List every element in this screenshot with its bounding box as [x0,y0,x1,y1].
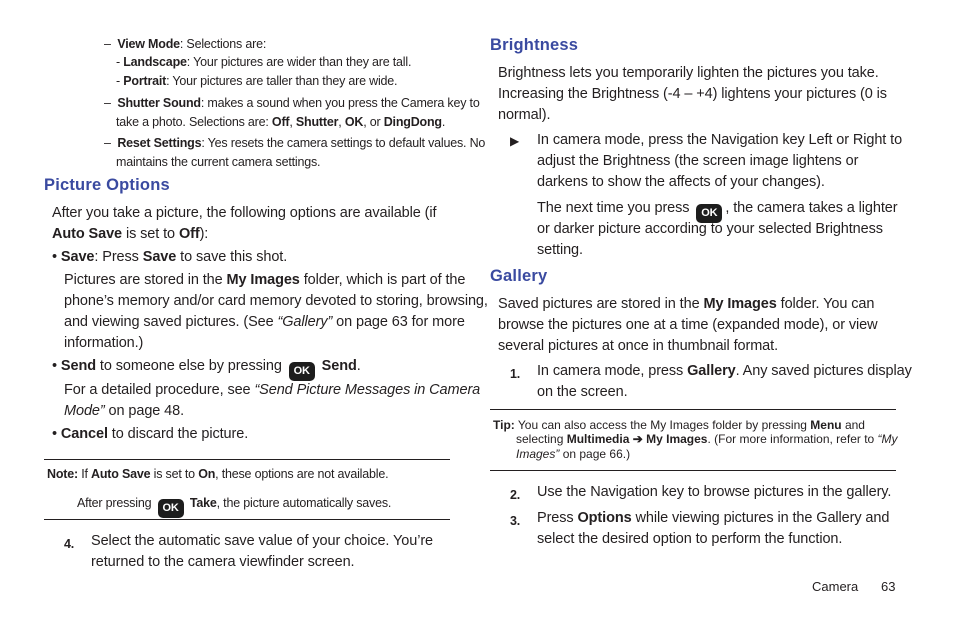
reset-settings-line2: maintains the current camera settings. [116,155,321,169]
reset-settings-line: – Reset Settings: Yes resets the camera settings to default values. No [104,136,486,150]
stored-line3: and viewing saved pictures. (See “Gallery” on page 63 for more [64,314,465,330]
note-line2: After pressing OK Take, the picture automatically saves. [77,493,391,518]
send-picture-link[interactable]: “Send Picture Messages in Camera [254,382,481,398]
note-line: Note: If Auto Save is set to On, these options are not available. [47,467,389,481]
step-1-line1: In camera mode, press Gallery. Any saved pictures display [537,363,912,379]
gallery-line1: Saved pictures are stored in the My Images folder. You can [498,296,875,312]
brightness-line6: darkens to show the affects of your changes). [537,174,825,190]
shutter-sound-line2: take a photo. Selections are: Off, Shutter, OK, or DingDong. [116,115,446,129]
arrow-bullet-icon: ▶ [510,134,520,148]
brightness-line8: or darker picture according to your selected Brightness [537,221,883,237]
save-option: • Save: Press Save to save this shot. [52,249,288,265]
shutter-sound-line: – Shutter Sound: makes a sound when you press the Camera key to [104,96,480,110]
gallery-heading: Gallery [490,267,548,285]
stored-line2: phone’s memory and/or card memory devoted to storing, browsing, [64,293,488,309]
page-number: 63 [881,579,896,594]
tip-top-rule [490,409,896,410]
note-top-rule [44,459,450,460]
gallery-link[interactable]: “Gallery” [277,314,333,330]
view-mode-line: – View Mode: Selections are: [104,37,267,51]
send-detail-line2: Mode” on page 48. [64,403,185,419]
ok-key-icon: OK [289,362,315,381]
brightness-line3: normal). [498,107,551,123]
send-detail-line1: For a detailed procedure, see “Send Picture Messages in Camera [64,382,481,398]
stored-line1: Pictures are stored in the My Images folder, which is part of the [64,272,466,288]
landscape-line: - Landscape: Your pictures are wider than they are tall. [116,55,412,69]
ok-key-icon: OK [696,204,722,223]
step-2-line: Use the Navigation key to browse pictures in the gallery. [537,484,892,500]
step-4-number: 4. [64,537,75,551]
cancel-option: • Cancel to discard the picture. [52,426,249,442]
tip-bottom-rule [490,470,896,471]
stored-line4: information.) [64,335,144,351]
portrait-line: - Portrait: Your pictures are taller than they are wide. [116,74,398,88]
arrow-right-icon: ➔ [632,432,643,446]
footer-section: Camera [812,579,859,594]
send-option: • Send to someone else by pressing OK Send. [52,356,361,381]
gallery-line2: browse the pictures one at a time (expanded mode), or view [498,317,878,333]
brightness-heading: Brightness [490,36,579,54]
step-3-line2: select the desired option to perform the function. [537,531,843,547]
step-3-number: 3. [510,514,521,528]
step-1-line2: on the screen. [537,384,628,400]
intro-line1: After you take a picture, the following options are available (if [52,205,437,221]
ok-key-icon: OK [158,499,184,518]
brightness-line9: setting. [537,242,583,258]
tip-line2: selecting Multimedia ➔ My Images. (For more information, refer to “My [516,432,898,446]
brightness-line4: In camera mode, press the Navigation key Left or Right to [537,132,903,148]
picture-options-heading: Picture Options [44,176,170,194]
brightness-line1: Brightness lets you temporarily lighten the pictures you take. [498,65,879,81]
step-4-line2: returned to the camera viewfinder screen. [91,554,355,570]
tip-line1: Tip: You can also access the My Images folder by pressing Menu and [493,418,865,432]
step-1-number: 1. [510,367,521,381]
step-2-number: 2. [510,488,521,502]
tip-line3: Images” on page 66.) [516,447,631,461]
brightness-line5: adjust the Brightness (the screen image lightens or [537,153,859,169]
intro-line2: Auto Save is set to Off): [52,226,209,242]
step-4-line1: Select the automatic save value of your choice. You’re [91,533,434,549]
gallery-line3: several pictures at once in thumbnail format. [498,338,778,354]
step-3-line1: Press Options while viewing pictures in the Gallery and [537,510,890,526]
brightness-line7: The next time you press OK , the camera takes a lighter [537,198,897,223]
my-images-link[interactable]: Images” [516,447,560,461]
note-bottom-rule [44,519,450,520]
brightness-line2: Increasing the Brightness (-4 – +4) lightens your pictures (0 is [498,86,887,102]
